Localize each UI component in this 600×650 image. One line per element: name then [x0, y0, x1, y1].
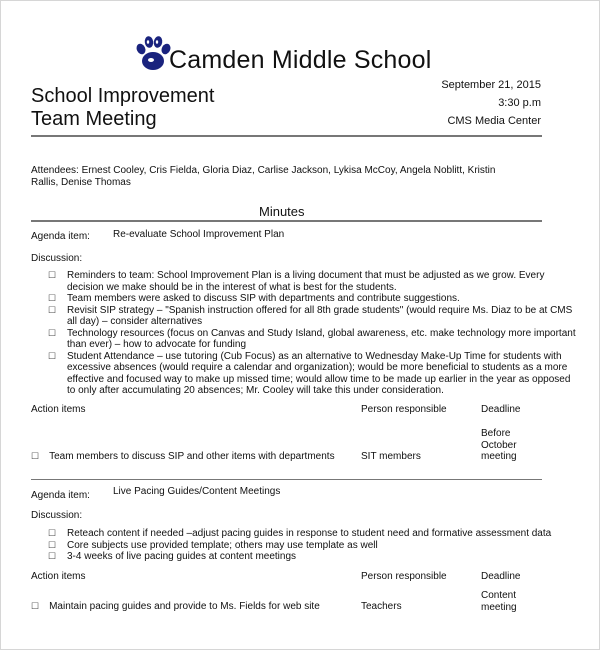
title-line-1: School Improvement — [31, 85, 215, 107]
person-responsible-header: Person responsible — [361, 404, 447, 415]
list-item: ☐ Reminders to team: School Improvement Plan is a living document that must be adjusted as we grow. Every decision we make should be in the interest of what is best for the students. — [48, 270, 545, 293]
deadline-value: Before October meeting — [481, 428, 517, 462]
checkbox-bullet-icon: ☐ — [31, 601, 40, 611]
minutes-heading: Minutes — [259, 204, 305, 219]
deadline-header: Deadline — [481, 404, 521, 415]
action-item-row — [31, 451, 335, 462]
action-item-row — [31, 601, 320, 612]
discussion-list — [31, 528, 576, 563]
checkbox-bullet-icon: ☐ — [48, 528, 57, 538]
list-item: ☐ 3-4 weeks of live pacing guides at content meetings — [48, 551, 297, 562]
agenda-item-label: Agenda item: — [31, 231, 90, 242]
list-item: ☐ Reteach content if needed –adjust pacing guides in response to student need and formative assessment data — [48, 528, 552, 539]
meeting-time: 3:30 p.m — [498, 97, 541, 109]
agenda-item-value: Live Pacing Guides/Content Meetings — [113, 486, 281, 497]
person-responsible-header: Person responsible — [361, 571, 447, 582]
list-item: ☐ Revisit SIP strategy – "Spanish instruction offered for all 8th grade students" (would require Ms. Diaz to be at CMS all day) – consider alternatives — [48, 304, 573, 327]
checkbox-bullet-icon: ☐ — [48, 293, 57, 303]
list-item: ☐ Technology resources (focus on Canvas and Study Island, global awareness, etc. make technology more important than ever) – how to advocate for funding — [48, 327, 576, 350]
checkbox-bullet-icon: ☐ — [48, 539, 57, 550]
checkbox-bullet-icon: ☐ — [48, 304, 57, 315]
action-item-text: Team members to discuss SIP and other items with departments — [49, 451, 335, 462]
agenda-item-label: Agenda item: — [31, 490, 90, 501]
checkbox-bullet-icon: ☐ — [48, 327, 57, 338]
section-divider — [31, 479, 542, 480]
checkbox-bullet-icon: ☐ — [48, 350, 57, 361]
school-name: Camden Middle School — [169, 46, 432, 74]
title-line-2: Team Meeting — [31, 108, 157, 130]
meeting-date: September 21, 2015 — [441, 79, 541, 91]
discussion-label: Discussion: — [31, 510, 83, 521]
paw-print-icon — [133, 34, 173, 74]
list-item: ☐ Core subjects use provided template; others may use template as well — [48, 539, 378, 551]
checkbox-bullet-icon: ☐ — [48, 551, 57, 561]
checkbox-bullet-icon: ☐ — [48, 270, 57, 280]
deadline-value: Content meeting — [481, 590, 517, 613]
agenda-item-value: Re-evaluate School Improvement Plan — [113, 229, 285, 240]
person-responsible: SIT members — [361, 451, 421, 462]
person-responsible: Teachers — [361, 601, 402, 612]
action-item-text: Maintain pacing guides and provide to Ms. Fields for web site — [49, 601, 320, 612]
minutes-divider — [31, 220, 542, 222]
action-items-header: Action items — [31, 404, 86, 415]
deadline-header: Deadline — [481, 571, 521, 582]
action-items-header: Action items — [31, 571, 86, 582]
header-divider — [31, 135, 542, 137]
attendees-list: Attendees: Ernest Cooley, Cris Fielda, Gloria Diaz, Carlise Jackson, Lykisa McCoy, Angela Noblitt, Kristin Rallis, Denise Thomas — [31, 165, 496, 188]
document-title — [31, 85, 214, 131]
checkbox-bullet-icon: ☐ — [31, 451, 40, 461]
meeting-location: CMS Media Center — [447, 115, 541, 127]
list-item: ☐ Team members were asked to discuss SIP with departments and contribute suggestions. — [48, 293, 460, 304]
discussion-label: Discussion: — [31, 253, 83, 264]
list-item: ☐ Student Attendance – use tutoring (Cub Focus) as an alternative to Wednesday Make-Up Time for students with excessive absences (would require a calendar and organization); would be more beneficial to students as a more effective and focused way to make up missed time; would allow time to be made up earlier in the year as opposed to only after accumulating 20 absences; Mr. Cooley will take this under consideration. — [48, 350, 571, 396]
discussion-list — [31, 270, 576, 397]
